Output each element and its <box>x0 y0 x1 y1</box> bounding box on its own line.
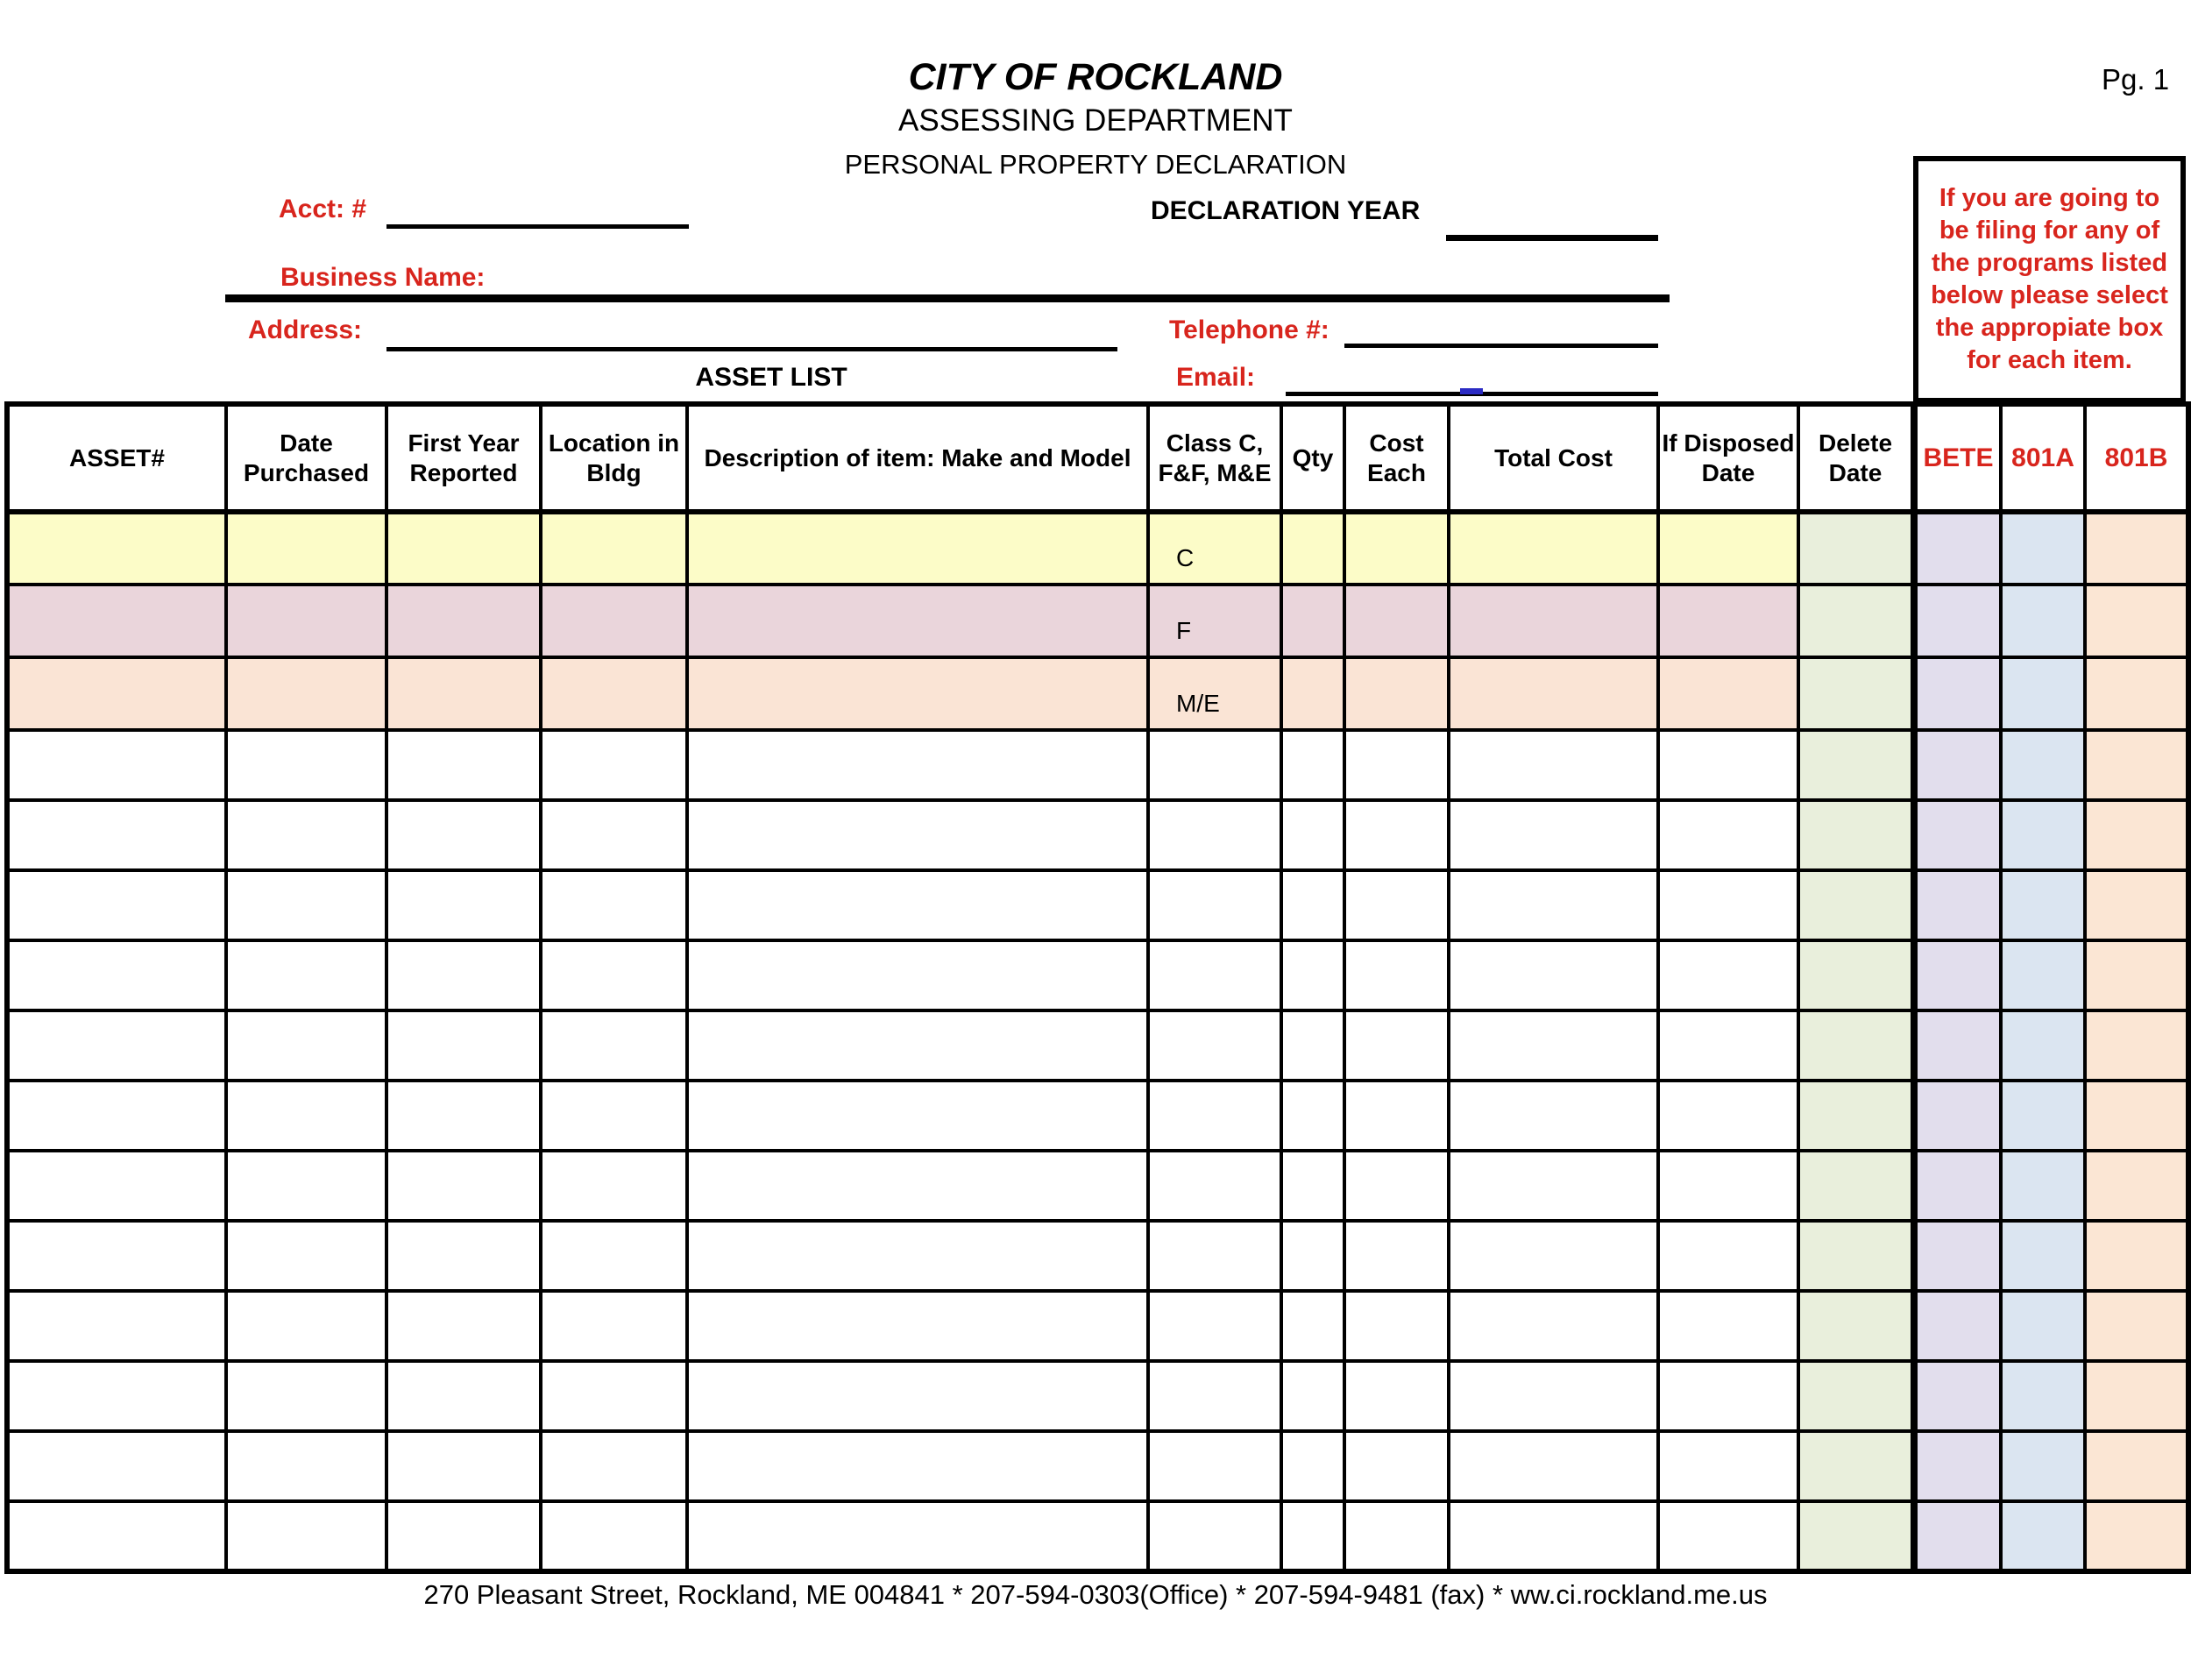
801a-cell[interactable] <box>2001 870 2085 940</box>
column-header-delete-date: Delete Date <box>1798 404 1914 512</box>
first-year-reported-cell[interactable] <box>386 1010 541 1081</box>
801b-cell[interactable] <box>2085 1221 2188 1291</box>
qty-cell[interactable] <box>1281 1010 1344 1081</box>
801a-cell[interactable] <box>2001 940 2085 1010</box>
if-disposed-date-cell[interactable] <box>1658 1151 1798 1221</box>
location-in-bldg-cell[interactable] <box>541 1010 687 1081</box>
801a-cell[interactable] <box>2001 730 2085 800</box>
email-label: Email: <box>1176 363 1256 392</box>
class-cell[interactable]: M/E <box>1148 657 1281 730</box>
first-year-reported-cell[interactable] <box>386 1501 541 1571</box>
date-purchased-cell[interactable] <box>226 657 386 730</box>
business-name-field-line[interactable] <box>225 294 1670 302</box>
filing-programs-notice-box <box>1913 156 2186 403</box>
class-cell[interactable] <box>1148 1431 1281 1501</box>
date-purchased-cell[interactable] <box>226 1221 386 1291</box>
cost-each-cell[interactable] <box>1344 1291 1449 1361</box>
qty-cell[interactable] <box>1281 657 1344 730</box>
if-disposed-date-cell[interactable] <box>1658 940 1798 1010</box>
department-subtitle: ASSESSING DEPARTMENT <box>898 103 1293 138</box>
if-disposed-date-cell[interactable] <box>1658 730 1798 800</box>
delete-date-cell[interactable] <box>1798 940 1914 1010</box>
date-purchased-cell[interactable] <box>226 1361 386 1431</box>
if-disposed-date-cell[interactable] <box>1658 1501 1798 1571</box>
description-cell[interactable] <box>687 1431 1148 1501</box>
first-year-reported-cell[interactable] <box>386 730 541 800</box>
delete-date-cell[interactable] <box>1798 1151 1914 1221</box>
asset-number-cell[interactable] <box>7 870 226 940</box>
801b-cell[interactable] <box>2085 730 2188 800</box>
class-cell[interactable] <box>1148 870 1281 940</box>
801a-cell[interactable] <box>2001 1221 2085 1291</box>
location-in-bldg-cell[interactable] <box>541 585 687 657</box>
class-cell[interactable] <box>1148 940 1281 1010</box>
delete-date-cell[interactable] <box>1798 800 1914 870</box>
total-cost-cell[interactable] <box>1449 1221 1658 1291</box>
description-cell[interactable] <box>687 657 1148 730</box>
description-cell[interactable] <box>687 1501 1148 1571</box>
cost-each-cell[interactable] <box>1344 1501 1449 1571</box>
801b-cell[interactable] <box>2085 512 2188 585</box>
description-cell[interactable] <box>687 870 1148 940</box>
801b-cell[interactable] <box>2085 940 2188 1010</box>
bete-cell[interactable] <box>1914 657 2001 730</box>
if-disposed-date-cell[interactable] <box>1658 1291 1798 1361</box>
801a-cell[interactable] <box>2001 657 2085 730</box>
column-header-801b: 801B <box>2085 404 2188 512</box>
bete-cell[interactable] <box>1914 1151 2001 1221</box>
location-in-bldg-cell[interactable] <box>541 1151 687 1221</box>
asset-table-row <box>7 1151 2188 1221</box>
acct-number-label: Acct: # <box>279 195 367 223</box>
asset-number-cell[interactable] <box>7 940 226 1010</box>
location-in-bldg-cell[interactable] <box>541 940 687 1010</box>
if-disposed-date-cell[interactable] <box>1658 1361 1798 1431</box>
cost-each-cell[interactable] <box>1344 800 1449 870</box>
asset-number-cell[interactable] <box>7 1081 226 1151</box>
first-year-reported-cell[interactable] <box>386 800 541 870</box>
asset-number-cell[interactable] <box>7 657 226 730</box>
delete-date-cell[interactable] <box>1798 1361 1914 1431</box>
first-year-reported-cell[interactable] <box>386 870 541 940</box>
class-cell[interactable] <box>1148 1361 1281 1431</box>
bete-cell[interactable] <box>1914 1501 2001 1571</box>
asset-number-cell[interactable] <box>7 1361 226 1431</box>
location-in-bldg-cell[interactable] <box>541 1291 687 1361</box>
column-header-location-in-bldg: Location in Bldg <box>541 404 687 512</box>
qty-cell[interactable] <box>1281 940 1344 1010</box>
total-cost-cell[interactable] <box>1449 512 1658 585</box>
asset-table-row <box>7 1431 2188 1501</box>
if-disposed-date-cell[interactable] <box>1658 512 1798 585</box>
class-cell[interactable] <box>1148 800 1281 870</box>
cost-each-cell[interactable] <box>1344 512 1449 585</box>
qty-cell[interactable] <box>1281 1361 1344 1431</box>
total-cost-cell[interactable] <box>1449 870 1658 940</box>
asset-table-header <box>7 404 2188 512</box>
delete-date-cell[interactable] <box>1798 730 1914 800</box>
801a-cell[interactable] <box>2001 1501 2085 1571</box>
first-year-reported-cell[interactable] <box>386 585 541 657</box>
asset-table-row <box>7 1221 2188 1291</box>
total-cost-cell[interactable] <box>1449 1361 1658 1431</box>
date-purchased-cell[interactable] <box>226 1010 386 1081</box>
footer-contact-line: 270 Pleasant Street, Rockland, ME 004841 * 207-594-0303(Office) * 207-594-9481 (fax) * ww.ci.rockland.me.us <box>423 1579 1768 1610</box>
asset-table-row <box>7 1081 2188 1151</box>
bete-cell[interactable] <box>1914 512 2001 585</box>
acct-number-field-line[interactable] <box>386 224 689 229</box>
801b-cell[interactable] <box>2085 870 2188 940</box>
801a-cell[interactable] <box>2001 512 2085 585</box>
qty-cell[interactable] <box>1281 870 1344 940</box>
if-disposed-date-cell[interactable] <box>1658 1431 1798 1501</box>
asset-table-row <box>7 585 2188 657</box>
if-disposed-date-cell[interactable] <box>1658 657 1798 730</box>
location-in-bldg-cell[interactable] <box>541 512 687 585</box>
bete-cell[interactable] <box>1914 1081 2001 1151</box>
delete-date-cell[interactable] <box>1798 657 1914 730</box>
total-cost-cell[interactable] <box>1449 1081 1658 1151</box>
page-number: Pg. 1 <box>2102 63 2170 96</box>
class-cell[interactable] <box>1148 1010 1281 1081</box>
first-year-reported-cell[interactable] <box>386 1081 541 1151</box>
801b-cell[interactable] <box>2085 1010 2188 1081</box>
location-in-bldg-cell[interactable] <box>541 800 687 870</box>
bete-cell[interactable] <box>1914 585 2001 657</box>
asset-number-cell[interactable] <box>7 1010 226 1081</box>
class-cell[interactable] <box>1148 1501 1281 1571</box>
form-name: PERSONAL PROPERTY DECLARATION <box>844 149 1347 180</box>
asset-number-cell[interactable] <box>7 1151 226 1221</box>
column-header-asset-number: ASSET# <box>7 404 226 512</box>
date-purchased-cell[interactable] <box>226 1151 386 1221</box>
class-cell[interactable] <box>1148 1081 1281 1151</box>
bete-cell[interactable] <box>1914 1010 2001 1081</box>
cost-each-cell[interactable] <box>1344 1081 1449 1151</box>
location-in-bldg-cell[interactable] <box>541 1221 687 1291</box>
location-in-bldg-cell[interactable] <box>541 657 687 730</box>
location-in-bldg-cell[interactable] <box>541 1501 687 1571</box>
qty-cell[interactable] <box>1281 1221 1344 1291</box>
description-cell[interactable] <box>687 512 1148 585</box>
801b-cell[interactable] <box>2085 657 2188 730</box>
location-in-bldg-cell[interactable] <box>541 730 687 800</box>
description-cell[interactable] <box>687 1221 1148 1291</box>
location-in-bldg-cell[interactable] <box>541 1081 687 1151</box>
total-cost-cell[interactable] <box>1449 1291 1658 1361</box>
description-cell[interactable] <box>687 800 1148 870</box>
asset-table-row <box>7 1361 2188 1431</box>
asset-number-cell[interactable] <box>7 585 226 657</box>
total-cost-cell[interactable] <box>1449 1501 1658 1571</box>
delete-date-cell[interactable] <box>1798 512 1914 585</box>
description-cell[interactable] <box>687 1291 1148 1361</box>
first-year-reported-cell[interactable] <box>386 1221 541 1291</box>
delete-date-cell[interactable] <box>1798 1501 1914 1571</box>
cost-each-cell[interactable] <box>1344 1010 1449 1081</box>
801a-cell[interactable] <box>2001 1151 2085 1221</box>
location-in-bldg-cell[interactable] <box>541 1361 687 1431</box>
if-disposed-date-cell[interactable] <box>1658 1081 1798 1151</box>
cost-each-cell[interactable] <box>1344 585 1449 657</box>
description-cell[interactable] <box>687 1010 1148 1081</box>
description-cell[interactable] <box>687 730 1148 800</box>
first-year-reported-cell[interactable] <box>386 1361 541 1431</box>
bete-cell[interactable] <box>1914 940 2001 1010</box>
cost-each-cell[interactable] <box>1344 657 1449 730</box>
column-header-bete: BETE <box>1914 404 2001 512</box>
asset-number-cell[interactable] <box>7 1291 226 1361</box>
801a-cell[interactable] <box>2001 1291 2085 1361</box>
date-purchased-cell[interactable] <box>226 1501 386 1571</box>
qty-cell[interactable] <box>1281 512 1344 585</box>
date-purchased-cell[interactable] <box>226 1291 386 1361</box>
telephone-label: Telephone #: <box>1169 315 1329 344</box>
total-cost-cell[interactable] <box>1449 800 1658 870</box>
location-in-bldg-cell[interactable] <box>541 1431 687 1501</box>
description-cell[interactable] <box>687 940 1148 1010</box>
qty-cell[interactable] <box>1281 1291 1344 1361</box>
description-cell[interactable] <box>687 1081 1148 1151</box>
class-cell[interactable] <box>1148 1151 1281 1221</box>
first-year-reported-cell[interactable] <box>386 940 541 1010</box>
class-cell[interactable] <box>1148 730 1281 800</box>
bete-cell[interactable] <box>1914 800 2001 870</box>
delete-date-cell[interactable] <box>1798 1291 1914 1361</box>
cost-each-cell[interactable] <box>1344 730 1449 800</box>
filing-programs-notice-text: If you are going to be filing for any of the programs listed below please select the appropiate box for each item. <box>1931 184 2168 374</box>
asset-table-row <box>7 730 2188 800</box>
delete-date-cell[interactable] <box>1798 1431 1914 1501</box>
qty-cell[interactable] <box>1281 1431 1344 1501</box>
cost-each-cell[interactable] <box>1344 1361 1449 1431</box>
telephone-field-line[interactable] <box>1344 344 1658 348</box>
bete-cell[interactable] <box>1914 1221 2001 1291</box>
cost-each-cell[interactable] <box>1344 1151 1449 1221</box>
asset-table-row <box>7 940 2188 1010</box>
column-header-first-year-reported: First Year Reported <box>386 404 541 512</box>
column-header-total-cost: Total Cost <box>1449 404 1658 512</box>
first-year-reported-cell[interactable] <box>386 1151 541 1221</box>
first-year-reported-cell[interactable] <box>386 1431 541 1501</box>
class-cell[interactable] <box>1148 1221 1281 1291</box>
column-header-801a: 801A <box>2001 404 2085 512</box>
first-year-reported-cell[interactable] <box>386 512 541 585</box>
total-cost-cell[interactable] <box>1449 657 1658 730</box>
total-cost-cell[interactable] <box>1449 1431 1658 1501</box>
qty-cell[interactable] <box>1281 1501 1344 1571</box>
if-disposed-date-cell[interactable] <box>1658 800 1798 870</box>
asset-list-heading: ASSET LIST <box>695 363 847 392</box>
total-cost-cell[interactable] <box>1449 940 1658 1010</box>
if-disposed-date-cell[interactable] <box>1658 1010 1798 1081</box>
class-cell[interactable]: C <box>1148 512 1281 585</box>
801b-cell[interactable] <box>2085 1081 2188 1151</box>
class-cell[interactable]: F <box>1148 585 1281 657</box>
total-cost-cell[interactable] <box>1449 730 1658 800</box>
column-header-date-purchased: Date Purchased <box>226 404 386 512</box>
cost-each-cell[interactable] <box>1344 940 1449 1010</box>
801a-cell[interactable] <box>2001 1081 2085 1151</box>
column-header-description: Description of item: Make and Model <box>687 404 1148 512</box>
801a-cell[interactable] <box>2001 1361 2085 1431</box>
first-year-reported-cell[interactable] <box>386 657 541 730</box>
total-cost-cell[interactable] <box>1449 585 1658 657</box>
801b-cell[interactable] <box>2085 1361 2188 1431</box>
bete-cell[interactable] <box>1914 870 2001 940</box>
date-purchased-cell[interactable] <box>226 512 386 585</box>
declaration-year-field-line[interactable] <box>1446 235 1658 241</box>
asset-table-row <box>7 800 2188 870</box>
asset-table-row <box>7 1501 2188 1571</box>
asset-table-row <box>7 657 2188 730</box>
column-header-qty: Qty <box>1281 404 1344 512</box>
asset-list-table <box>4 401 2191 1574</box>
date-purchased-cell[interactable] <box>226 800 386 870</box>
asset-number-cell[interactable] <box>7 1431 226 1501</box>
asset-table-row <box>7 1010 2188 1081</box>
business-name-label: Business Name: <box>280 263 486 292</box>
cost-each-cell[interactable] <box>1344 1431 1449 1501</box>
801b-cell[interactable] <box>2085 1431 2188 1501</box>
delete-date-cell[interactable] <box>1798 1221 1914 1291</box>
form-title: CITY OF ROCKLAND <box>908 56 1283 98</box>
asset-number-cell[interactable] <box>7 512 226 585</box>
cost-each-cell[interactable] <box>1344 1221 1449 1291</box>
address-field-line[interactable] <box>386 347 1117 351</box>
bete-cell[interactable] <box>1914 1431 2001 1501</box>
bete-cell[interactable] <box>1914 1361 2001 1431</box>
description-cell[interactable] <box>687 585 1148 657</box>
location-in-bldg-cell[interactable] <box>541 870 687 940</box>
class-cell[interactable] <box>1148 1291 1281 1361</box>
column-header-if-disposed-date: If Disposed Date <box>1658 404 1798 512</box>
801b-cell[interactable] <box>2085 1291 2188 1361</box>
if-disposed-date-cell[interactable] <box>1658 585 1798 657</box>
date-purchased-cell[interactable] <box>226 585 386 657</box>
if-disposed-date-cell[interactable] <box>1658 870 1798 940</box>
qty-cell[interactable] <box>1281 800 1344 870</box>
bete-cell[interactable] <box>1914 730 2001 800</box>
asset-table-row <box>7 512 2188 585</box>
asset-number-cell[interactable] <box>7 1221 226 1291</box>
asset-number-cell[interactable] <box>7 800 226 870</box>
asset-number-cell[interactable] <box>7 730 226 800</box>
date-purchased-cell[interactable] <box>226 1081 386 1151</box>
address-label: Address: <box>248 315 363 344</box>
801b-cell[interactable] <box>2085 1501 2188 1571</box>
801a-cell[interactable] <box>2001 585 2085 657</box>
delete-date-cell[interactable] <box>1798 585 1914 657</box>
date-purchased-cell[interactable] <box>226 730 386 800</box>
801a-cell[interactable] <box>2001 1010 2085 1081</box>
asset-table-row <box>7 1291 2188 1361</box>
declaration-year-label: DECLARATION YEAR <box>1151 196 1421 225</box>
if-disposed-date-cell[interactable] <box>1658 1221 1798 1291</box>
qty-cell[interactable] <box>1281 1151 1344 1221</box>
delete-date-cell[interactable] <box>1798 1010 1914 1081</box>
description-cell[interactable] <box>687 1151 1148 1221</box>
cost-each-cell[interactable] <box>1344 870 1449 940</box>
total-cost-cell[interactable] <box>1449 1010 1658 1081</box>
date-purchased-cell[interactable] <box>226 940 386 1010</box>
total-cost-cell[interactable] <box>1449 1151 1658 1221</box>
801a-cell[interactable] <box>2001 800 2085 870</box>
asset-table-row <box>7 870 2188 940</box>
801a-cell[interactable] <box>2001 1431 2085 1501</box>
delete-date-cell[interactable] <box>1798 1081 1914 1151</box>
asset-number-cell[interactable] <box>7 1501 226 1571</box>
qty-cell[interactable] <box>1281 585 1344 657</box>
bete-cell[interactable] <box>1914 1291 2001 1361</box>
delete-date-cell[interactable] <box>1798 870 1914 940</box>
date-purchased-cell[interactable] <box>226 1431 386 1501</box>
email-cursor-mark <box>1460 388 1483 394</box>
column-header-class: Class C, F&F, M&E <box>1148 404 1281 512</box>
801b-cell[interactable] <box>2085 800 2188 870</box>
801b-cell[interactable] <box>2085 1151 2188 1221</box>
qty-cell[interactable] <box>1281 730 1344 800</box>
first-year-reported-cell[interactable] <box>386 1291 541 1361</box>
date-purchased-cell[interactable] <box>226 870 386 940</box>
column-header-cost-each: Cost Each <box>1344 404 1449 512</box>
description-cell[interactable] <box>687 1361 1148 1431</box>
801b-cell[interactable] <box>2085 585 2188 657</box>
qty-cell[interactable] <box>1281 1081 1344 1151</box>
